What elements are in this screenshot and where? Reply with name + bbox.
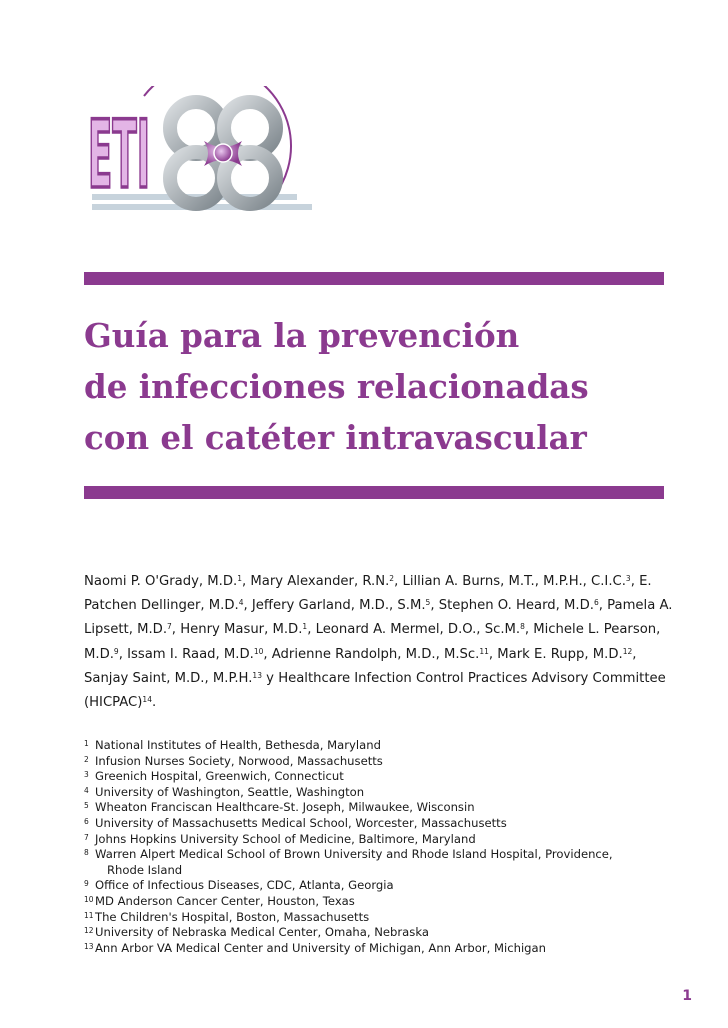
affiliation-number: 8 bbox=[84, 848, 89, 858]
author-ref: 13 bbox=[252, 670, 262, 680]
affiliation-text: University of Washington, Seattle, Washington bbox=[95, 784, 365, 799]
author-ref: 1 bbox=[302, 622, 308, 632]
title-line-2: de infecciones relacionadas bbox=[84, 367, 589, 406]
affiliation-number: 10 bbox=[84, 894, 94, 904]
author-name: Mary Alexander, R.N. bbox=[250, 574, 390, 589]
title-line-3: con el catéter intravascular bbox=[84, 418, 587, 457]
author-name: Leonard A. Mermel, D.O., Sc.M. bbox=[315, 622, 521, 638]
author-name: Pamela A. Lipsett, M.D. bbox=[84, 598, 673, 638]
affiliation-text: University of Nebraska Medical Center, Omaha, Nebraska bbox=[95, 925, 429, 940]
affiliation-text: Greenich Hospital, Greenwich, Connecticut bbox=[95, 769, 344, 784]
author-name: E. Patchen Dellinger, M.D. bbox=[84, 574, 652, 614]
title-bar-bottom bbox=[84, 486, 664, 499]
author-ref: 6 bbox=[593, 598, 599, 608]
author-name: Adrienne Randolph, M.D., M.Sc. bbox=[271, 646, 480, 662]
author-ref: 8 bbox=[520, 622, 525, 632]
affiliation-item bbox=[84, 925, 684, 941]
page-title bbox=[84, 310, 684, 463]
affiliation-text: Warren Alpert Medical School of Brown University and Rhode Island Hospital, Providence, bbox=[95, 847, 613, 862]
affiliation-item bbox=[84, 769, 684, 785]
author-ref: 1 bbox=[237, 574, 242, 583]
title-bar-top bbox=[84, 272, 664, 285]
author-ref: 9 bbox=[113, 646, 119, 656]
author-name: Michele L. Pearson, M.D. bbox=[84, 622, 661, 662]
affiliation-text: The Children's Hospital, Boston, Massachusetts bbox=[95, 909, 370, 924]
affiliation-text: Johns Hopkins University School of Medicine, Baltimore, Maryland bbox=[95, 831, 476, 846]
author-name: Jeffery Garland, M.D., S.M. bbox=[251, 598, 426, 614]
affiliation-number: 9 bbox=[84, 879, 89, 889]
affiliation-item bbox=[84, 878, 684, 894]
title-line-1: Guía para la prevención bbox=[84, 316, 520, 355]
affiliation-text: Ann Arbor VA Medical Center and University of Michigan, Ann Arbor, Michigan bbox=[95, 940, 546, 955]
author-ref: 3 bbox=[625, 574, 631, 583]
affiliation-number: 5 bbox=[84, 801, 89, 811]
affiliation-text: Wheaton Franciscan Healthcare-St. Joseph, Milwaukee, Wisconsin bbox=[95, 800, 475, 815]
logo-knot bbox=[170, 102, 276, 204]
author-name: Mark E. Rupp, M.D. bbox=[497, 646, 623, 662]
affiliation-number: 2 bbox=[84, 754, 89, 764]
affiliation-number: 12 bbox=[84, 926, 94, 936]
author-ref: 7 bbox=[167, 622, 172, 632]
author-ref: 10 bbox=[253, 646, 264, 656]
affiliation-number: 7 bbox=[84, 832, 89, 842]
author-ref: 5 bbox=[425, 598, 431, 608]
author-ref: 4 bbox=[238, 598, 244, 608]
author-name: Sanjay Saint, M.D., M.P.H. bbox=[84, 670, 253, 686]
page-number: 1 bbox=[682, 988, 692, 1004]
affiliation-item bbox=[84, 738, 684, 754]
author-ref: 2 bbox=[389, 574, 395, 583]
affiliation-item bbox=[84, 894, 684, 910]
affiliation-item bbox=[84, 816, 684, 832]
affiliation-item bbox=[84, 847, 684, 878]
affiliation-item bbox=[84, 785, 684, 801]
author-conjunction: y bbox=[266, 670, 274, 686]
author-name: Naomi P. O'Grady, M.D. bbox=[84, 574, 238, 589]
author-name: Healthcare Infection Control Practices Advisory Committee (HICPAC) bbox=[84, 670, 666, 711]
affiliation-text: National Institutes of Health, Bethesda, Maryland bbox=[95, 738, 381, 752]
author-ref: 14 bbox=[142, 695, 152, 705]
affiliation-text: Office of Infectious Diseases, CDC, Atlanta, Georgia bbox=[95, 878, 394, 893]
author-name: Lillian A. Burns, M.T., M.P.H., C.I.C. bbox=[402, 574, 626, 589]
affiliation-number: 11 bbox=[84, 910, 94, 920]
author-list: Naomi P. O'Grady, M.D.$^1$, Mary Alexander, R.N.$^2$, Lillian A. Burns, M.T., M.P.H., C.I.C.$^3$, E. Patchen Dellinger, M.D.$^4$, Jeffery Garland, M.D., S.M.$^5$, Stephen O. Heard, M.D.$^6$, Pamela A. Lipsett, M.D.$^7$, Henry Masur, M.D.$^1$, Leonard A. Mermel, D.O., Sc.M.$^8$, Michele L. Pearson, M.D.$^9$, Issam I. Raad, M.D.$^{10}$, Adrienne Randolph, M.D., M.Sc.$^{11}$, Mark E. Rupp, M.D.$^{12}$, Sanjay Saint, M.D., M.P.H.$^{13}$ y Healthcare Infection Control Practices Advisory Committee (HICPAC)$^{14}$. bbox=[84, 574, 673, 711]
affiliation-text: MD Anderson Cancer Center, Houston, Texas bbox=[95, 893, 355, 908]
author-name: Stephen O. Heard, M.D. bbox=[438, 598, 594, 614]
author-ref: 12 bbox=[622, 646, 633, 656]
logo-letters: ETI bbox=[88, 100, 150, 210]
eti-logo bbox=[84, 86, 314, 241]
affiliation-item bbox=[84, 910, 684, 926]
affiliation-number: 6 bbox=[84, 816, 89, 826]
affiliation-continuation: Rhode Island bbox=[107, 862, 183, 877]
affiliation-item bbox=[84, 941, 684, 957]
affiliation-text: Infusion Nurses Society, Norwood, Massachusetts bbox=[95, 753, 383, 768]
affiliation-item bbox=[84, 832, 684, 848]
affiliation-number: 1 bbox=[84, 739, 89, 748]
affiliation-list bbox=[84, 738, 684, 956]
affiliation-item bbox=[84, 754, 684, 770]
author-ref: 11 bbox=[479, 646, 489, 656]
author-name: Issam I. Raad, M.D. bbox=[127, 646, 254, 662]
author-name: Henry Masur, M.D. bbox=[180, 622, 303, 638]
affiliation-number: 3 bbox=[84, 770, 89, 780]
affiliation-number: 4 bbox=[84, 785, 89, 795]
affiliation-number: 13 bbox=[84, 941, 94, 951]
affiliation-text: University of Massachusetts Medical School, Worcester, Massachusetts bbox=[95, 815, 507, 830]
affiliation-item bbox=[84, 800, 684, 816]
